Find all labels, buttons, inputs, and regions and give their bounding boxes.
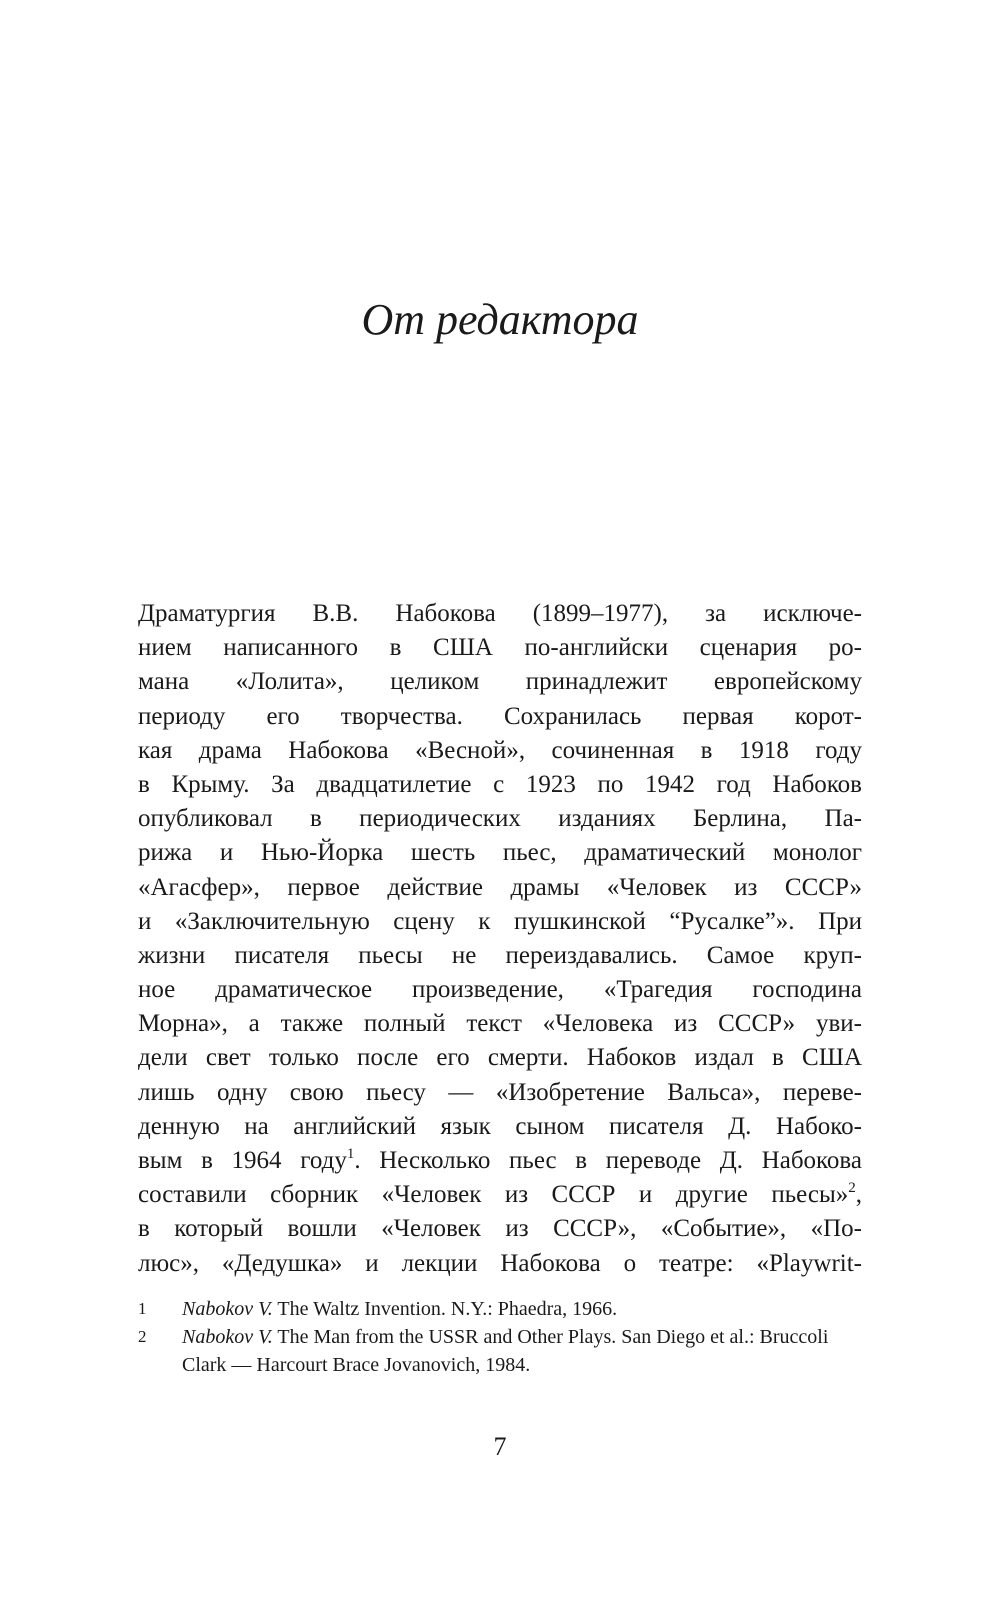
body-line: дели свет только после его смерти. Набоков издал в США xyxy=(138,1044,862,1072)
body-line: люс», «Дедушка» и лекции Набокова о театре: «Playwrit- xyxy=(138,1249,862,1277)
body-line: «Агасфер», первое действие драмы «Человек из СССР» xyxy=(138,873,862,901)
body-line xyxy=(138,1144,862,1178)
body-line: нием написанного в США по-английски сценария ро- xyxy=(138,634,862,662)
footnote-number: 2 xyxy=(138,1327,147,1346)
body-text-segment: . Несколько пьес в переводе Д. Набокова xyxy=(354,1147,862,1174)
footnote-text: The Waltz Invention. N.Y.: Phaedra, 1966. xyxy=(272,1298,618,1320)
body-line: периоду его творчества. Сохранилась первая корот- xyxy=(138,702,862,730)
footnote xyxy=(138,1295,862,1323)
body-text-segment: вым в 1964 году xyxy=(138,1147,347,1174)
body-line: жизни писателя пьесы не переиздавались. Самое круп- xyxy=(138,941,862,969)
footnote-mark[interactable]: 2 xyxy=(848,1180,856,1197)
body-line: рижа и Нью-Йорка шесть пьес, драматический монолог xyxy=(138,839,862,867)
body-text-segment: , xyxy=(855,1181,862,1209)
body-line: мана «Лолита», целиком принадлежит европейскому xyxy=(138,668,862,696)
body-text-segment: составили сборник «Человек из СССР и другие пьесы» xyxy=(138,1181,849,1209)
footnote-number: 1 xyxy=(138,1299,147,1318)
body-line: лишь одну свою пьесу — «Изобретение Вальса», переве- xyxy=(138,1078,862,1106)
body-line: в Крыму. За двадцатилетие с 1923 по 1942 год Набоков xyxy=(138,770,862,798)
body-line: Морна», а также полный текст «Человека из СССР» уви- xyxy=(138,1010,862,1038)
body-line: кая драма Набокова «Весной», сочиненная в 1918 году xyxy=(138,736,862,764)
footnotes xyxy=(138,1295,862,1379)
footnote xyxy=(138,1323,862,1379)
body-line: и «Заключительную сцену к пушкинской “Русалке”». При xyxy=(138,907,862,935)
body-line xyxy=(138,1178,862,1212)
body-line: ное драматическое произведение, «Трагедия господина xyxy=(138,976,862,1004)
footnote-author: Nabokov V. xyxy=(182,1298,273,1320)
page-title: От редактора xyxy=(361,295,639,344)
footnote-text: The Man from the USSR and Other Plays. San Diego et al.: Bruccoli Clark — Harcourt Brace Jovanovich, 1984. xyxy=(182,1326,829,1376)
body-line: денную на английский язык сыном писателя Д. Набоко- xyxy=(138,1112,862,1140)
footnote-mark[interactable]: 1 xyxy=(346,1146,355,1162)
body-line: в который вошли «Человек из СССР», «Событие», «По- xyxy=(138,1215,862,1243)
body-line: опубликовал в периодических изданиях Берлина, Па- xyxy=(138,805,862,833)
footnote-author: Nabokov V. xyxy=(182,1326,273,1348)
body-text xyxy=(138,597,862,1281)
page-number: 7 xyxy=(493,1432,507,1461)
body-line: Драматургия В.В. Набокова (1899–1977), за исключе- xyxy=(138,600,862,627)
